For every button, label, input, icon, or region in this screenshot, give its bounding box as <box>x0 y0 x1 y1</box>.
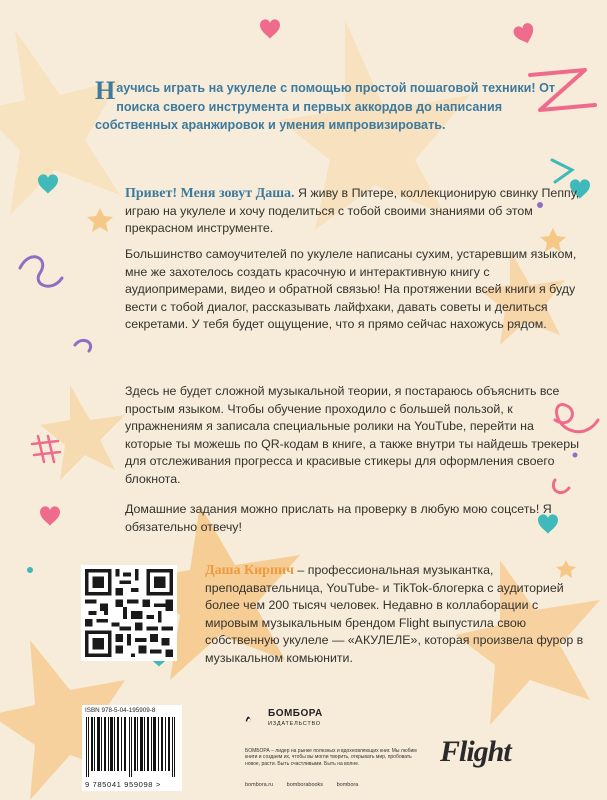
paragraph-homework: Домашние задания можно прислать на проверку в любую мою соцсеть! Я обязательно отвечу! <box>125 502 552 534</box>
author-name: Даша Кирпич <box>205 563 294 578</box>
heart-shape <box>38 174 58 194</box>
social-website[interactable]: bombora.ru <box>245 782 274 788</box>
hash-shape <box>32 436 60 462</box>
barcode-lines <box>86 717 178 777</box>
paragraph-theory: Здесь не будет сложной музыкальной теории, я постараюсь объяснить все простым языком. Чтобы обучение проходило с большей пользой, к упражнениям я записала специальные ролики на YouTube, перейти на которые ты можешь по QR-кодам в книге, а также внутри ты найдешь трекеры для отслеживания прогресса и красивые стикеры для оформления своего блокнота. <box>125 384 579 486</box>
publisher-subtitle: ИЗДАТЕЛЬСТВО <box>268 721 321 727</box>
intro-text <box>95 76 565 135</box>
hello-paragraph <box>125 185 580 238</box>
small-star-shape <box>87 208 113 232</box>
publisher-tagline: БОМБОРА – лидер на рынке полезных и вдохновляющих книг. Мы любим книги и создаем их, чтобы вы могли творить, открывать мир, пробовать новое, расти. Быть счастливыми. Быть на волне. <box>245 748 417 767</box>
heart-shape <box>40 506 60 526</box>
isbn-number: 9 785041 959098 > <box>85 780 161 789</box>
star-shape <box>40 385 125 480</box>
paragraph-approach: Большинство самоучителей по укулеле написаны сухим, устаревшим языком, мне же захотелось создать красочную и интерактивную книгу с аудиопримерами, видео и обратной связью! На протяжении всей книги я буду вести с тобой диалог, рассказывать лайфхаки, давать советы и делиться секретами. У тебя будет ощущение, что я прямо сейчас нахожусь рядом. <box>125 247 577 332</box>
isbn-barcode <box>82 705 182 791</box>
squiggle-shape <box>75 340 91 351</box>
heart-shape <box>512 22 538 47</box>
publisher-name: БОМБОРА <box>268 708 323 719</box>
social-vk[interactable]: bomborabooks <box>286 782 324 788</box>
qr-code[interactable] <box>81 565 177 661</box>
intro-dropcap: Н <box>95 76 116 105</box>
publisher-socials <box>245 782 445 788</box>
heart-shape <box>260 19 280 39</box>
hello-highlight: Привет! Меня зовут Даша. <box>125 186 295 201</box>
author-bio <box>205 562 585 668</box>
bombora-logo-icon <box>245 707 265 729</box>
social-telegram[interactable]: bombora <box>336 782 359 788</box>
dot-shape <box>27 567 33 573</box>
intro-body: аучись играть на укулеле с помощью простой пошаговой техники! От поиска своего инструмента и первых аккордов до написания собственных аранжировок и умения импровизировать. <box>95 81 556 132</box>
flight-logo: Flight <box>440 735 511 768</box>
isbn-label: ISBN 978-5-04-195909-8 <box>85 707 156 714</box>
squiggle-shape <box>20 257 62 286</box>
zigzag-shape <box>552 160 572 182</box>
author-body: – профессиональная музыкантка, преподавательница, YouTube- и TikTok-блогерка с аудиторией более чем 200 тысяч человек. Недавно в коллаборации с мировым музыкальным брендом Flight выпустила свою собственную укулеле — «АКУЛЕЛЕ», которая произвела фурор в музыкальном комьюнити. <box>205 563 584 665</box>
hello-body: Я живу в Питере, коллекционирую свинку Пеппу, играю на укулеле и хочу поделиться с тобой своими знаниями об этом прекрасном инструменте. <box>125 186 580 236</box>
